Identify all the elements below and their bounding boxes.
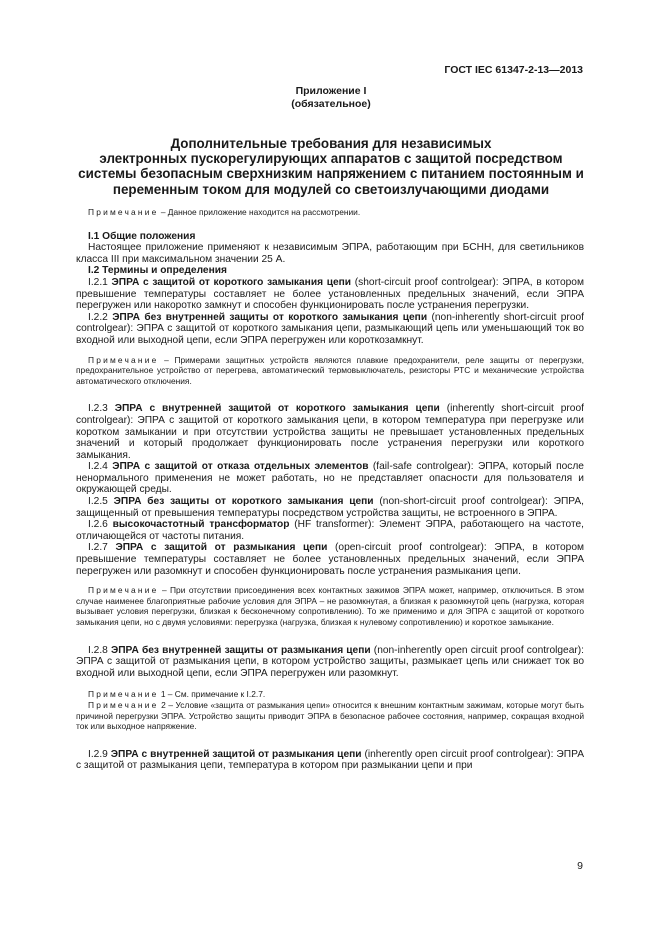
note — [76, 207, 584, 218]
definition-term: ЭПРА без защиты от короткого замыкания цепи — [113, 496, 374, 508]
definition — [76, 749, 584, 772]
definition-number: I.2.2 — [88, 311, 108, 323]
definition-text: (non-inherently open circuit proof controlgear): ЭПРА с защитой от размыкания цепи, в котором устройство защиты, размыкает цепь или снижает ток во входной или выходной цепи, если ЭПРА перегружен или разомкнут. — [76, 644, 584, 679]
definition-text: (HF transformer): Элемент ЭПРА, работающего на частоте, отличающейся от частоты питания. — [76, 519, 584, 542]
note-label: Примечание — [88, 585, 159, 596]
definition — [76, 461, 584, 496]
definition — [76, 645, 584, 680]
note — [76, 689, 584, 700]
definition-term: ЭПРА с внутренней защитой от короткого замыкания цепи — [114, 403, 440, 415]
note-text: – При отсутствии присоединения всех контактных зажимов ЭПРА может, например, отключиться. В этом случае наименее благоприятные рабочие условия для ЭПРА – не разомкнутая, а близкая к разомкнутой цепь (нагрузка, которая вызывает условия перегрузки, близкая к бесконечному сопротивлению). То же применимо и для ЭПРА с защитой от короткого замыкания цепи, но с двумя условиями: перегрузка (нагрузка, близкая к нулевому сопротивлению) и короткое замыкание. — [76, 585, 585, 627]
annex-heading-line: системы безопасным сверхнизким напряжением с питанием постоянным и — [78, 166, 584, 182]
definition-number: I.2.1 — [88, 276, 108, 288]
annex-heading-line: Дополнительные требования для независимых — [170, 136, 492, 151]
definition-number: I.2.4 — [88, 461, 108, 473]
section-heading: I.2 Термины и определения — [88, 265, 227, 277]
note — [76, 700, 584, 732]
definition-text: (inherently open circuit proof controlgear): ЭПРА с защитой от размыкания цепи, температура в котором при размыкании цепи и при — [76, 748, 584, 772]
definition-number: I.2.3 — [88, 403, 108, 415]
definition-number: I.2.7 — [88, 542, 108, 554]
paragraph: Настоящее приложение применяют к независимым ЭПРА, работающим при БСНН, для светильников класса III при максимальном значении 25 А. — [76, 242, 584, 265]
definition-term: высокочастотный трансформатор — [112, 519, 290, 531]
definition-number: I.2.9 — [88, 748, 108, 760]
definition-text: (non-inherently short-circuit proof controlgear): ЭПРА с защитой от короткого замыкания цепи, размыкающий цепь или уменьшающий ток во входной или выходной цепи, если ЭПРА перегружен или короткозамкнут. — [76, 311, 584, 346]
definition — [76, 496, 584, 519]
definition — [76, 277, 584, 312]
note-text: – Примерами защитных устройств являются плавкие предохранители, реле защиты от перегрузки, предохранительное устройство от перегрева, автоматический термовыключатель, резисторы РТС и механические устройства автоматического отключения. — [76, 354, 584, 386]
definition-number: I.2.5 — [88, 496, 108, 508]
standard-number: ГОСТ IEC 61347-2-13—2013 — [444, 64, 583, 76]
annex-heading-line: электронных пускорегулирующих аппаратов с защитой посредством — [99, 151, 563, 167]
definition-term: ЭПРА с защитой от отказа отдельных элементов — [112, 461, 369, 473]
annex-status: (обязательное) — [291, 98, 371, 110]
annex-title: Приложение I — [295, 85, 367, 97]
note — [76, 355, 584, 387]
definition-term: ЭПРА с внутренней защитой от размыкания цепи — [110, 748, 362, 760]
annex-heading-line: переменным током для модулей со светоизлучающими диодами — [112, 181, 550, 197]
annex-heading — [76, 136, 586, 197]
definition-text: (open-circuit proof controlgear): ЭПРА, в котором превышение температуры составляет не более установленных предельных значений, если ЭПРА перегружен или разомкнут и способен функционировать после устранения размыкания цепи. — [76, 542, 584, 577]
section-heading: I.1 Общие положения — [88, 230, 196, 242]
definition-text: (inherently short-circuit proof controlgear): ЭПРА с защитой от короткого замыкания цепи, в котором температура при перегрузке или коротком замыкании и при отсутствии устройства защиты не превышает установленных предельных значений и который продолжает функционировать после устранения перегрузки или короткого замыкания. — [76, 403, 584, 461]
note — [76, 585, 584, 627]
note-text: 1 – См. примечание к I.2.7. — [160, 689, 266, 700]
page-number: 9 — [577, 860, 583, 872]
note-label: Примечание — [88, 207, 159, 217]
note-text: – Данное приложение находится на рассмотрении. — [160, 207, 361, 217]
definition-text: (non-short-circuit proof controlgear): ЭПРА, защищенный от превышения температуры посредством устройства защиты, не встроенного в ЭПРА. — [76, 496, 585, 519]
note-label: Примечание — [88, 354, 159, 365]
note-text: 2 – Условие «защита от размыкания цепи» относится к внешним контактным зажимам, которые могут быть причиной перегрузки ЭПРА. Устройство защиты приводит ЭПРА в безопасное рабочее состояния, например, сокращая входной ток или выходное напряжение. — [76, 699, 585, 732]
document-body — [76, 207, 584, 772]
definition — [76, 542, 584, 577]
definition — [76, 403, 584, 461]
definition-text: (fail-safe controlgear): ЭПРА, который после ненормального применения не может работать, но не представляет опасности для пользователя и окружающей среды. — [76, 461, 584, 496]
definition-text: (short-circuit proof controlgear): ЭПРА, в котором превышение температуры составляет не более установленных предельных значений, если ЭПРА перегружен или накоротко замкнут и способен функционировать после устранения перегрузки. — [76, 276, 584, 312]
definition-number: I.2.6 — [88, 519, 108, 531]
definition-number: I.2.8 — [88, 644, 108, 656]
definition-term: ЭПРА с защитой от короткого замыкания цепи — [111, 276, 352, 288]
definition-term: ЭПРА с защитой от размыкания цепи — [115, 542, 328, 554]
definition-term: ЭПРА без внутренней защиты от короткого замыкания цепи — [112, 311, 428, 323]
definition — [76, 519, 584, 542]
note-label: Примечание — [88, 699, 159, 710]
definition-term: ЭПРА без внутренней защиты от размыкания цепи — [110, 644, 371, 656]
definition — [76, 312, 584, 347]
note-label: Примечание — [88, 689, 159, 700]
